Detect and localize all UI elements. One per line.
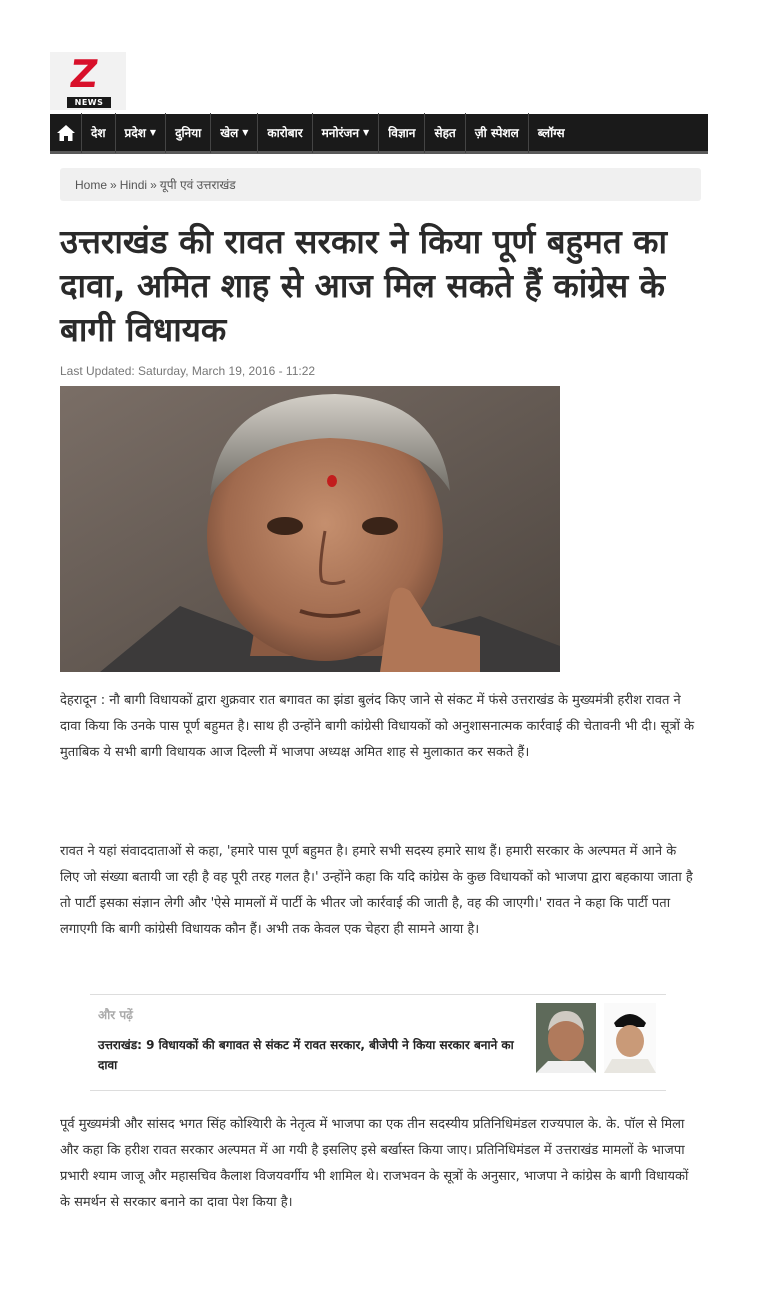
also-read-thumbnail[interactable] <box>536 1003 596 1073</box>
nav-label: देश <box>91 126 106 140</box>
site-logo[interactable] <box>50 52 126 110</box>
logo-letter: Z <box>67 52 101 96</box>
nav-label: दुनिया <box>175 126 202 140</box>
breadcrumb-separator: » <box>150 177 157 192</box>
also-read-thumbnail[interactable] <box>604 1003 656 1073</box>
main-nav <box>50 114 708 154</box>
logo-word: NEWS <box>67 97 111 108</box>
breadcrumb-section[interactable]: Hindi <box>119 177 148 192</box>
also-read-link[interactable]: उत्तराखंड: 9 विधायकों की बगावत से संकट में रावत सरकार, बीजेपी ने किया सरकार बनाने का दावा <box>98 1038 514 1072</box>
caret-down-icon: ▼ <box>149 128 157 137</box>
nav-item-desh[interactable] <box>82 113 116 153</box>
nav-label: ज़ी स्पेशल <box>474 126 519 140</box>
nav-item-zee-special[interactable] <box>466 113 529 153</box>
breadcrumb <box>60 168 701 201</box>
nav-label: कारोबार <box>267 126 303 140</box>
nav-label: सेहत <box>434 126 456 140</box>
also-read-title: और पढ़ें <box>98 1008 133 1022</box>
caret-down-icon: ▼ <box>242 128 249 137</box>
article-paragraph: देहरादून : नौ बागी विधायकों द्वारा शुक्रवार रात बगावत का झंडा बुलंद किए जाने से संकट में फंसे उत्तराखंड के मुख्यमंत्री हरीश रावत ने दावा किया कि उनके पास पूर्ण बहुमत है। साथ ही उन्होंने बागी कांग्रेसी विधायकों को अनुशासनात्मक कार्रवाई की चेतावनी भी दी। सूत्रों के मुताबिक ये सभी बागी विधायक आज दिल्ली में भाजपा अध्यक्ष अमित शाह से मुलाकात कर सकते हैं। <box>60 693 695 760</box>
nav-item-blogs[interactable] <box>529 113 574 153</box>
nav-label: खेल <box>220 126 239 140</box>
nav-item-sehat[interactable] <box>425 113 465 153</box>
breadcrumb-category[interactable]: यूपी एवं उत्तराखंड <box>159 178 236 192</box>
nav-label: मनोरंजन <box>321 126 360 140</box>
article-headline: उत्तराखंड की रावत सरकार ने किया पूर्ण बहुमत का दावा, अमित शाह से आज मिल सकते हैं कांग्रेस के बागी विधायक <box>60 222 668 349</box>
nav-item-duniya[interactable] <box>166 113 211 153</box>
nav-label: विज्ञान <box>388 126 416 140</box>
article-timestamp: Last Updated: Saturday, March 19, 2016 - 11:22 <box>60 364 316 378</box>
nav-label: प्रदेश <box>124 126 146 140</box>
article-paragraph: रावत ने यहां संवाददाताओं से कहा, 'हमारे पास पूर्ण बहुमत है। हमारे सभी सदस्य हमारे साथ हैं। हमारी सरकार के अल्पमत में आने के लिए जो संख्या बतायी जा रही है वह पूरी तरह गलत है।' उन्होंने कहा कि यदि कांग्रेस के कुछ विधायकों को भाजपा द्वारा बहकाया जाता है तो पार्टी इसका संज्ञान लेगी और 'ऐसे मामलों में पार्टी के भीतर जो कार्रवाई की जाती है, वह की जाएगी।' रावत ने कहा कि पार्टी पता लगाएगी कि बागी कांग्रेसी विधायक कौन हैं। अभी तक केवल एक चेहरा ही सामने आया है। <box>60 844 693 937</box>
nav-item-khel[interactable] <box>211 113 258 153</box>
breadcrumb-separator: » <box>110 177 117 192</box>
breadcrumb-home[interactable]: Home <box>75 177 108 192</box>
nav-item-vigyan[interactable] <box>379 113 425 153</box>
nav-item-karobar[interactable] <box>258 113 312 153</box>
nav-item-manoranjan[interactable] <box>313 113 380 153</box>
home-icon <box>56 124 76 142</box>
also-read-box <box>90 994 666 1091</box>
article-hero-image <box>60 386 560 672</box>
nav-label: ब्लॉग्स <box>537 126 565 140</box>
nav-item-pradesh[interactable] <box>116 113 167 153</box>
article-paragraph: पूर्व मुख्यमंत्री और सांसद भगत सिंह कोश्यिारी के नेतृत्व में भाजपा का एक तीन सदस्यीय प्रतिनिधिमंडल राज्यपाल के. के. पॉल से मिला और कहा कि हरीश रावत सरकार अल्पमत में आ गयी है इसलिए इसे बर्खास्त किया जाए। प्रतिनिधिमंडल में उत्तराखंड मामलों के भाजपा प्रभारी श्याम जाजू और महासचिव कैलाश विजयवर्गीय भी शामिल थे। राजभवन के सूत्रों के अनुसार, भाजपा ने कांग्रेस के बागी विधायकों के समर्थन से सरकार बनाने का दावा पेश किया है। <box>60 1117 689 1210</box>
nav-home[interactable] <box>50 113 82 153</box>
caret-down-icon: ▼ <box>363 128 370 137</box>
